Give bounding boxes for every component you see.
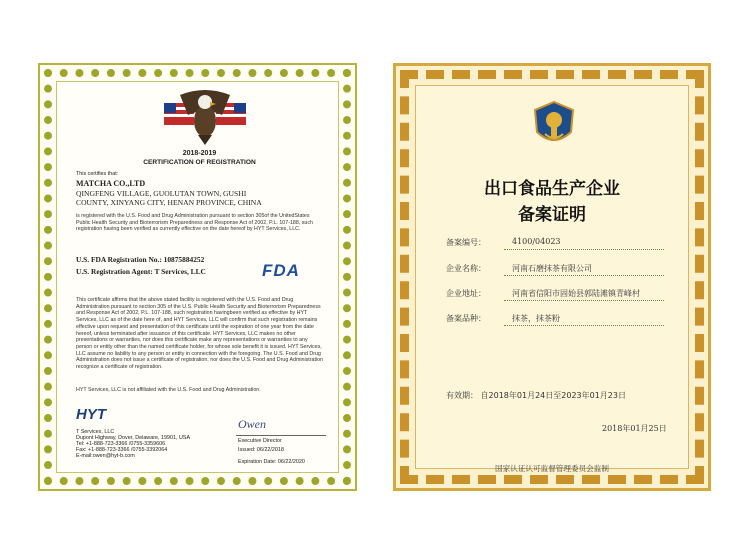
record-number-value: 4100/04023 bbox=[512, 237, 561, 246]
contact-email: E-mail:owen@hyt-b.com bbox=[76, 453, 135, 459]
registered-paragraph: is registered with the U.S. Food and Drug Administration pursuant to section 305of the UnitedStates Public Health Security and Bioterrorism Preparedness and Response Act of 2002, P.L. 107-188, such registration having been verified as currently effective on the date hereof by HYT Services, LLC. bbox=[76, 213, 313, 233]
issued-date: Issued: 06/22/2018 bbox=[238, 447, 284, 453]
eagle-flag-icon bbox=[160, 85, 250, 147]
signature-line bbox=[236, 435, 326, 436]
company-name-value: 河南石磨抹茶有限公司 bbox=[512, 264, 592, 273]
fda-registration-number: U.S. FDA Registration No.: 10875884252 bbox=[76, 255, 205, 264]
fda-logo: FDA bbox=[262, 261, 300, 280]
contact-address: Dupont Highway, Dover, Delaware, 19901, USA bbox=[76, 435, 191, 441]
registration-agent: U.S. Registration Agent: T Services, LLC bbox=[76, 267, 206, 276]
row-underline bbox=[504, 325, 664, 326]
record-number-label: 备案编号： bbox=[446, 238, 486, 247]
contact-fax: Fax: +1-888-723-3366 /0755-3392064 bbox=[76, 447, 168, 453]
company-name-label: 企业名称： bbox=[446, 264, 486, 273]
executive-title: Executive Director bbox=[238, 438, 282, 444]
certificate-title: CERTIFICATION OF REGISTRATION bbox=[143, 159, 256, 166]
company-address-value: 河南省信阳市固始县郭陆滩镇青峰村 bbox=[512, 289, 640, 298]
address-line-2: COUNTY, XINYANG CITY, HENAN PROVINCE, CHINA bbox=[76, 198, 262, 207]
certificate-title-line-1: 出口食品生产企业 bbox=[484, 179, 620, 199]
certifies-label: This certifies that: bbox=[76, 171, 119, 177]
certificate-years: 2018-2019 bbox=[182, 150, 217, 157]
hyt-logo: HYT bbox=[76, 406, 106, 423]
certificate-title-line-2: 备案证明 bbox=[518, 205, 586, 225]
cn-export-certificate bbox=[393, 63, 711, 491]
product-types-label: 备案品种： bbox=[446, 314, 486, 323]
address-line-1: QINGFENG VILLAGE, GUOLUTAN TOWN, GUSHI bbox=[76, 189, 247, 198]
issuing-authority: 国家认证认可监督管理委员会监制 bbox=[495, 464, 609, 473]
row-underline bbox=[504, 275, 664, 276]
product-types-value: 抹茶，抹茶粉 bbox=[512, 314, 560, 323]
issue-date: 2018年01月25日 bbox=[602, 424, 667, 433]
national-emblem-icon bbox=[531, 100, 577, 150]
row-underline bbox=[504, 300, 664, 301]
affirm-paragraph: This certificate affirms that the above stated facility is registered with the U.S. Food and Drug Administration pursuant to section 305 of the U.S. Public Health Security and Bioterrorism Preparedness and Response Act of 2002, P.L. 107-188, such registration havingbeen verified as effective by HYT Services, LLC as of the date here of, and HYT Services, LLC will confirm that such registration remains effective upon request and presentation of this certificate until the expiration of one year from the date hereof, unless terminated after issuance of this certificate. HYT Services, LLC makes no other presentations or warranties, nor does this certificate make any representations or warranties to any person or entity other than the named certificate holder, for whose sole benefit it is issued. HYT Services, LLC assume no liability to any person or entity in connection with the foregoing. The U.S. Food and Drug Administration does not issue a certificate of registration, nor does the U.S. Food and Drug Administration recognize a certificate of registration. bbox=[76, 297, 324, 371]
validity-period: 有效期： 自2018年01月24日至2023年01月23日 bbox=[446, 391, 626, 400]
not-affiliated-notice: HYT Services, LLC is not affiliated with the U.S. Food and Drug Administration. bbox=[76, 387, 261, 393]
row-underline bbox=[504, 249, 664, 250]
company-address-label: 企业地址： bbox=[446, 289, 486, 298]
us-fda-certificate bbox=[38, 63, 357, 491]
signature: Owen bbox=[238, 417, 266, 431]
expiration-date: Expiration Date: 06/22/2020 bbox=[238, 459, 305, 465]
company-name: MATCHA CO.,LTD bbox=[76, 179, 146, 188]
contact-tel: Tel: +1-888-723-3366 /0755-3359606 bbox=[76, 441, 166, 447]
contact-company: T Services, LLC bbox=[76, 429, 115, 435]
